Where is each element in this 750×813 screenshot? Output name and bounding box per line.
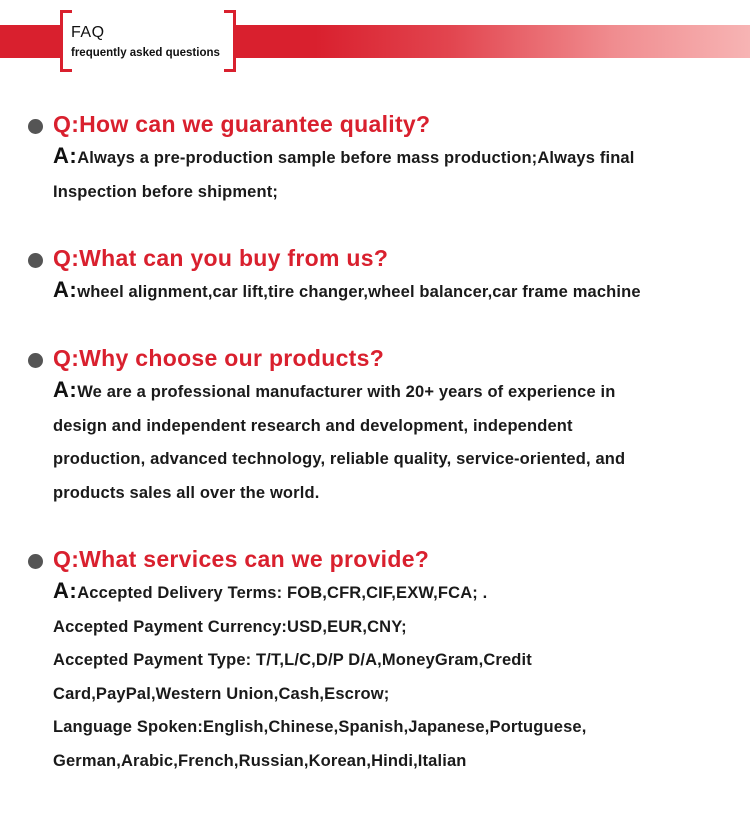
answer-line: design and independent research and development, independent — [53, 416, 573, 435]
faq-item-why-choose — [28, 345, 738, 510]
answer-line: A:Accepted Delivery Terms: FOB,CFR,CIF,EXW,FCA; . — [53, 578, 488, 603]
page-title: FAQ — [71, 24, 105, 41]
answer-line: A:wheel alignment,car lift,tire changer,wheel balancer,car frame machine — [53, 277, 641, 302]
answer-line: A:Always a pre-production sample before mass production;Always final — [53, 143, 635, 168]
faq-answer — [28, 139, 738, 209]
faq-question: Q:What can you buy from us? — [53, 245, 389, 271]
answer-line: German,Arabic,French,Russian,Korean,Hindi,Italian — [53, 751, 467, 770]
answer-prefix: A: — [53, 277, 78, 302]
answer-line: Language Spoken:English,Chinese,Spanish,Japanese,Portuguese, — [53, 718, 587, 736]
answer-line: production, advanced technology, reliable quality, service-oriented, and — [53, 450, 626, 468]
faq-title-box — [60, 10, 236, 72]
answer-line: Card,PayPal,Western Union,Cash,Escrow; — [53, 684, 390, 703]
frame-corner — [63, 69, 72, 72]
faq-answer — [28, 574, 738, 778]
answer-prefix: A: — [53, 143, 78, 168]
answer-prefix: A: — [53, 377, 78, 402]
answer-line: A:We are a professional manufacturer with 20+ years of experience in — [53, 377, 616, 402]
faq-item-quality — [28, 111, 738, 209]
faq-question: Q:What services can we provide? — [53, 546, 430, 572]
bullet-icon — [28, 353, 43, 368]
answer-line: products sales all over the world. — [53, 483, 320, 502]
frame-corner — [224, 10, 233, 13]
faq-item-products — [28, 245, 738, 310]
faq-answer — [28, 273, 738, 310]
page-subtitle: frequently asked questions — [71, 47, 220, 59]
answer-line: Accepted Payment Type: T/T,L/C,D/P D/A,MoneyGram,Credit — [53, 651, 532, 669]
bullet-icon — [28, 554, 43, 569]
answer-line: Accepted Payment Currency:USD,EUR,CNY; — [53, 617, 407, 636]
faq-item-services — [28, 546, 738, 778]
faq-question: Q:How can we guarantee quality? — [53, 111, 431, 137]
faq-answer — [28, 373, 738, 510]
faq-question: Q:Why choose our products? — [53, 345, 385, 371]
bullet-icon — [28, 119, 43, 134]
bullet-icon — [28, 253, 43, 268]
answer-prefix: A: — [53, 578, 78, 603]
answer-line: Inspection before shipment; — [53, 182, 278, 201]
